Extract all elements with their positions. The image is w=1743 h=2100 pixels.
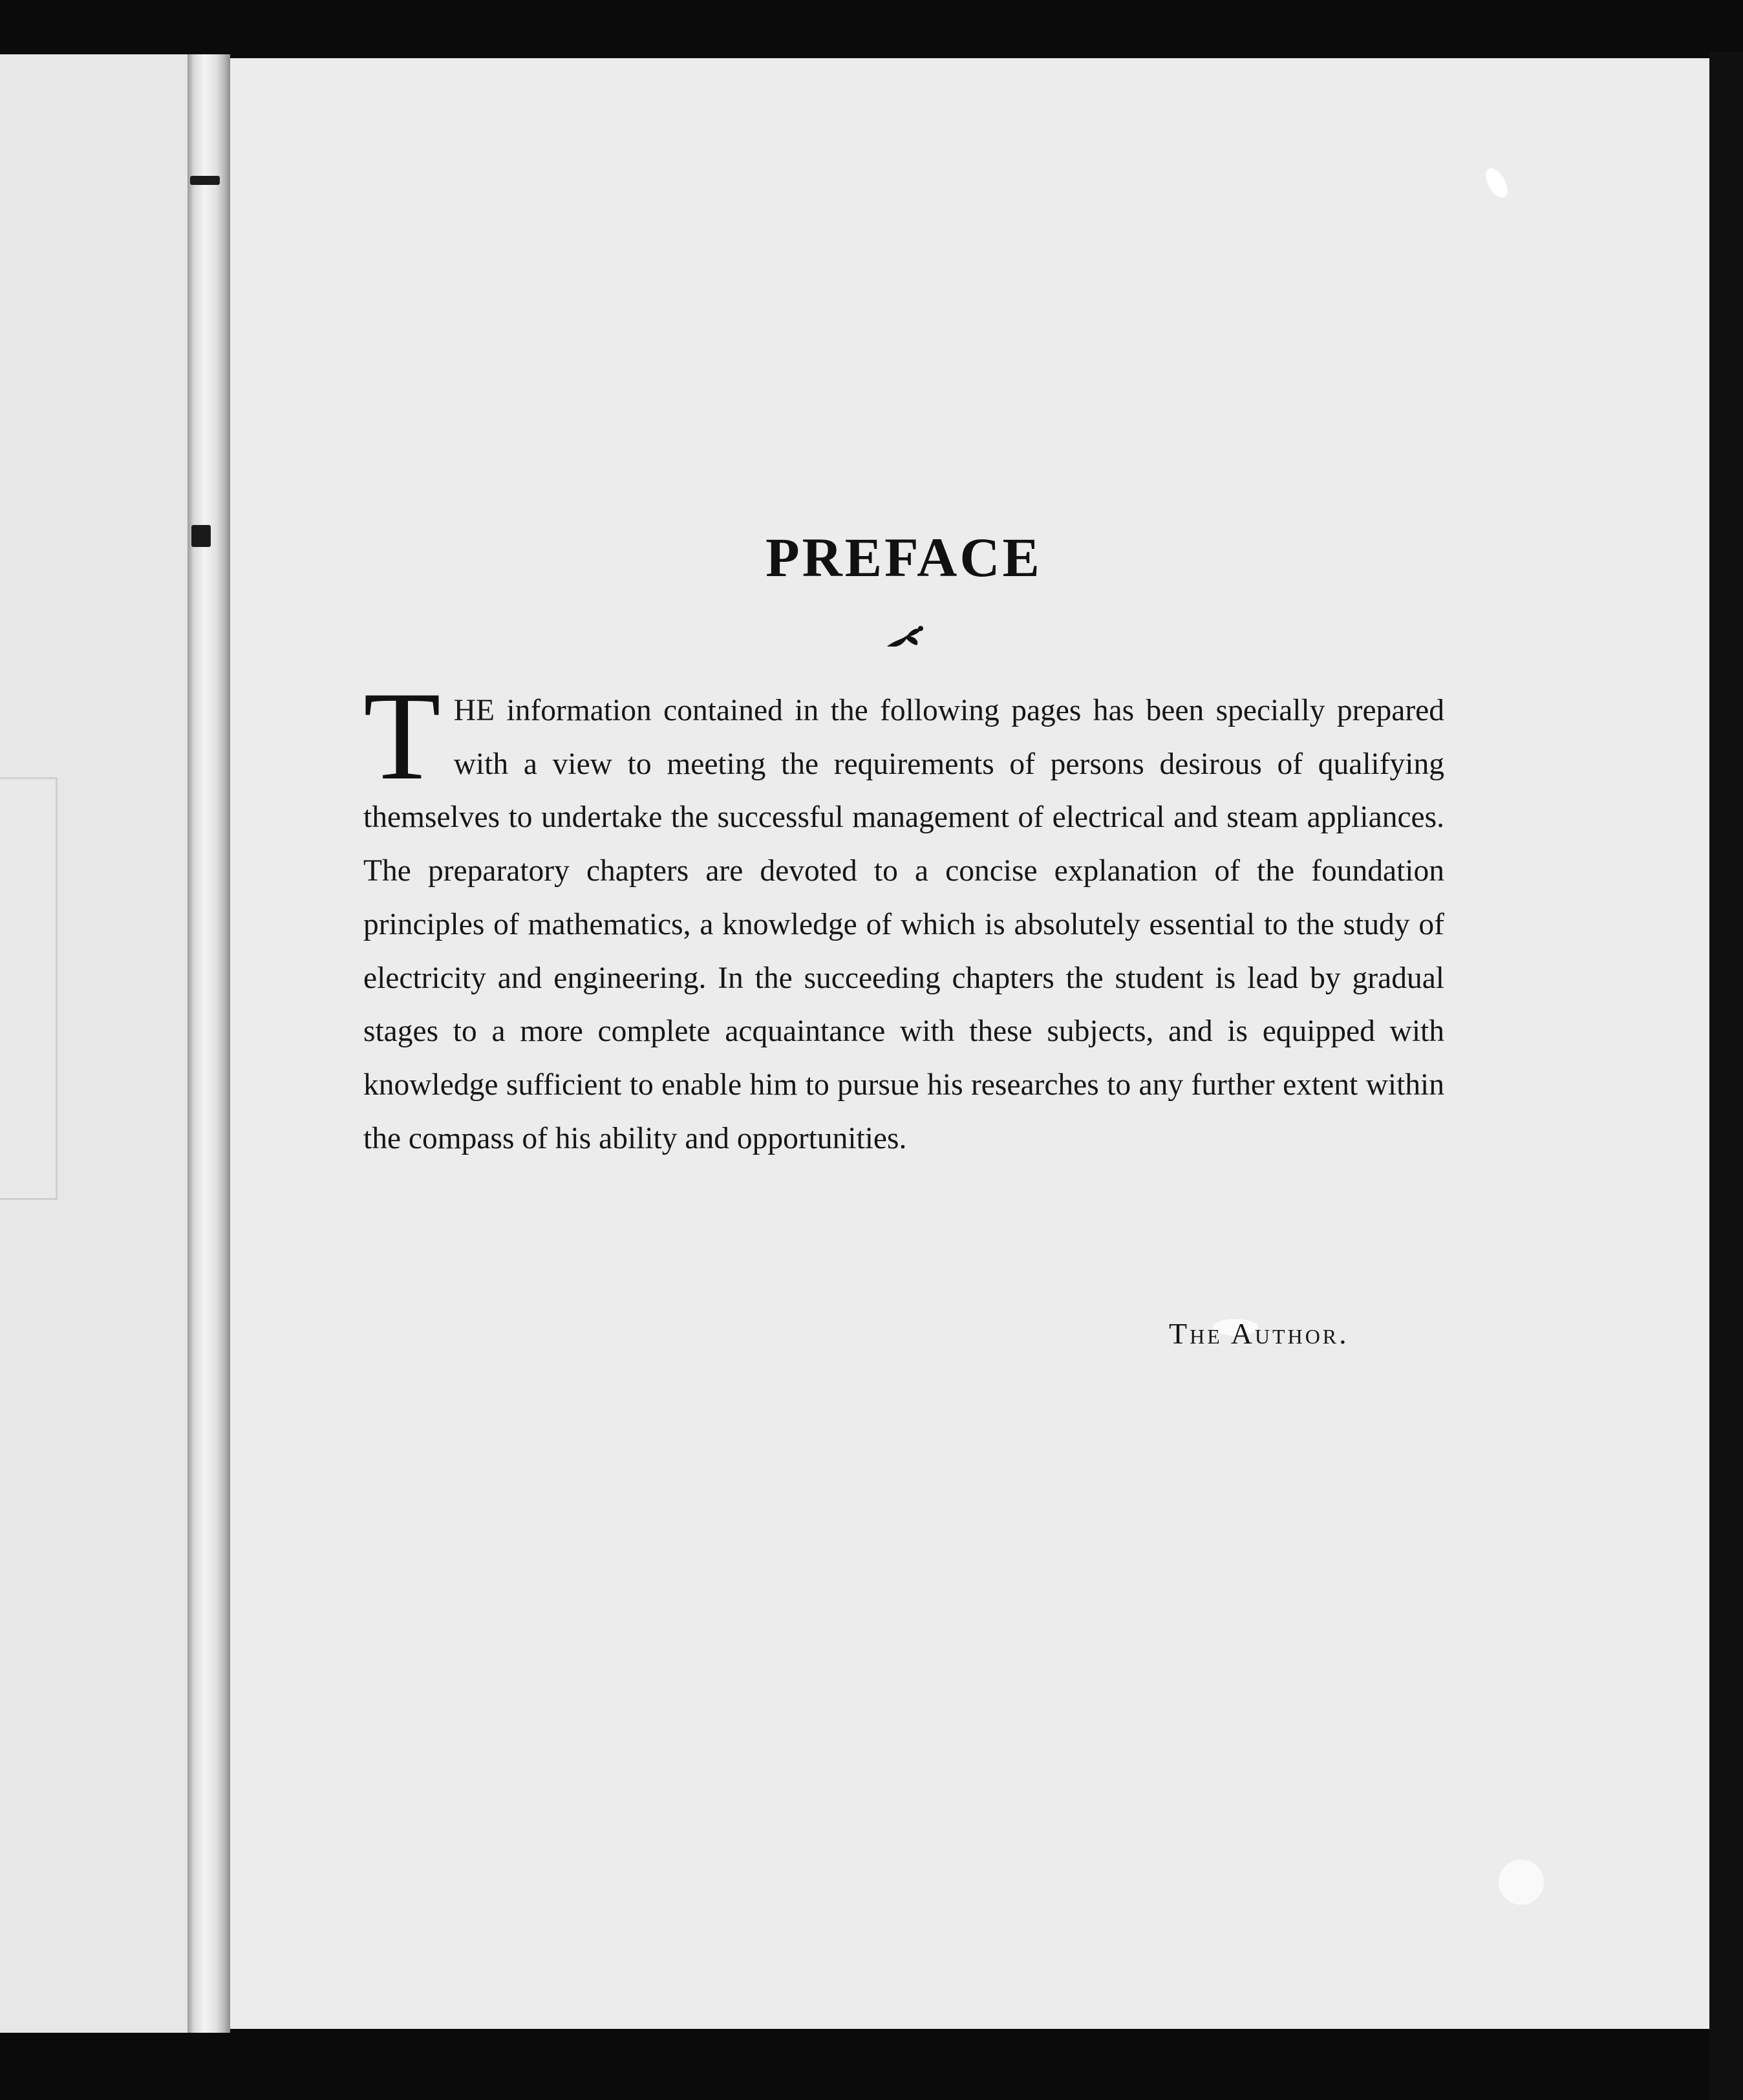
page-edge [1709, 52, 1743, 2100]
preface-text: information contained in the following pages has been specially prepared with a view to meeting the requirements of persons desirous of qualifying themselves to undertake the successful management of electrical and steam appliances. The preparatory chapters are devoted to a concise explanation of the foundation principles of mathematics, a knowledge of which is absolutely essential to the study of electricity and engineering. In the succeeding chapters the student is lead by gradual stages to a more complete acquaintance with these subjects, and is equipped with knowledge sufficient to enable him to pursue his researches to any further extent within the compass of his ability and opportunities. [363, 694, 1445, 1155]
book-gutter [187, 54, 230, 2033]
scan-speck [1481, 165, 1512, 201]
author-signature: The Author. [1169, 1317, 1349, 1350]
first-word-rest: HE [453, 694, 495, 727]
leaf-ornament-icon [882, 621, 927, 653]
binding-mark [190, 176, 220, 185]
preface-paragraph [363, 666, 1445, 1165]
facing-page-panel [0, 777, 58, 1200]
scan-speck [1499, 1859, 1544, 1905]
page-title: PREFACE [765, 526, 1042, 588]
drop-cap: T [363, 666, 441, 806]
facing-page [0, 54, 189, 2033]
